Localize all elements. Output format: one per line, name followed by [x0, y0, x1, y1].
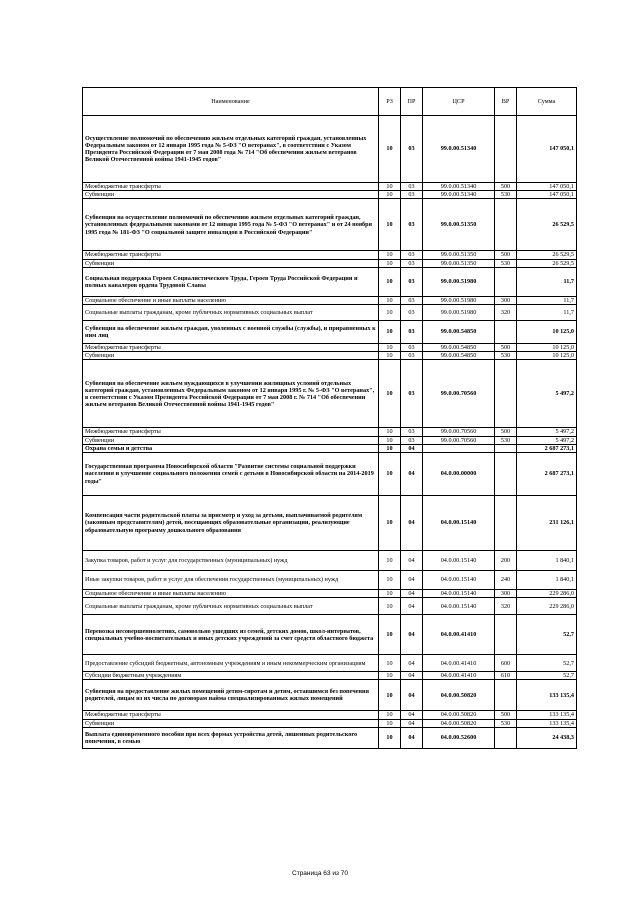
cell-sum: 5 497,2	[517, 436, 577, 444]
cell-name: Выплата единовременного пособия при всех формах устройства детей, лишенных родительского попечения, в семью	[83, 727, 379, 748]
cell-sum: 11,7	[517, 267, 577, 296]
cell-csr: 99.0.00.51980	[423, 267, 495, 296]
cell-csr	[423, 444, 495, 452]
cell-csr: 04.0.00.41410	[423, 672, 495, 680]
cell-sum: 10 125,0	[517, 321, 577, 344]
cell-name: Субсидии бюджетным учреждениям	[83, 672, 379, 680]
cell-sum: 5 497,2	[517, 360, 577, 428]
cell-name: Иные закупки товаров, работ и услуг для обеспечения государственных (муниципальных) нужд	[83, 571, 379, 590]
cell-name: Межбюджетные трансферты	[83, 428, 379, 436]
table-row	[83, 191, 577, 199]
header-pr: ПР	[401, 88, 423, 116]
cell-vr: 530	[495, 259, 517, 267]
cell-vr: 200	[495, 551, 517, 571]
cell-csr: 99.0.00.54850	[423, 344, 495, 352]
cell-pr: 03	[401, 305, 423, 321]
cell-vr: 500	[495, 251, 517, 259]
cell-name: Предоставление субсидий бюджетным, автономным учреждениям и иным некоммерческим организациям	[83, 655, 379, 672]
cell-pr: 03	[401, 360, 423, 428]
cell-name: Субвенции	[83, 352, 379, 360]
cell-pr: 04	[401, 590, 423, 598]
cell-vr: 500	[495, 711, 517, 719]
cell-name: Компенсация части родительской платы за присмотр и уход за детьми, выплачиваемой родителям (законным представителям) детей, посещающих образовательные организации, реализующие образовательную программу дошкольного образования	[83, 496, 379, 551]
header-vr: ВР	[495, 88, 517, 116]
cell-vr	[495, 453, 517, 496]
table-row	[83, 453, 577, 496]
cell-sum: 231 126,1	[517, 496, 577, 551]
cell-pr: 03	[401, 199, 423, 251]
cell-rz: 10	[379, 344, 401, 352]
cell-rz: 10	[379, 267, 401, 296]
cell-pr: 03	[401, 116, 423, 183]
cell-vr	[495, 360, 517, 428]
cell-rz: 10	[379, 551, 401, 571]
header-sum: Сумма	[517, 88, 577, 116]
cell-csr: 04.0.00.41410	[423, 615, 495, 655]
cell-sum: 229 286,0	[517, 598, 577, 615]
cell-sum: 10 125,0	[517, 352, 577, 360]
cell-name: Перевозка несовершеннолетних, самовольно ушедших из семей, детских домов, школ-интернатов, специальных учебно-воспитательных и иных детских учреждений за счет средств областного бюджета	[83, 615, 379, 655]
cell-sum: 5 497,2	[517, 428, 577, 436]
cell-csr: 04.0.00.50820	[423, 680, 495, 711]
cell-vr: 300	[495, 296, 517, 304]
cell-pr: 04	[401, 453, 423, 496]
cell-pr: 04	[401, 615, 423, 655]
cell-sum: 11,7	[517, 305, 577, 321]
table-row	[83, 296, 577, 304]
cell-vr: 530	[495, 436, 517, 444]
cell-name: Социальное обеспечение и иные выплаты населению	[83, 296, 379, 304]
cell-csr: 04.0.00.50820	[423, 719, 495, 727]
cell-vr	[495, 267, 517, 296]
cell-vr: 500	[495, 428, 517, 436]
cell-pr: 03	[401, 267, 423, 296]
cell-csr: 04.0.00.15140	[423, 590, 495, 598]
table-row	[83, 321, 577, 344]
table-row	[83, 615, 577, 655]
cell-sum: 133 135,4	[517, 680, 577, 711]
cell-sum: 2 687 273,1	[517, 444, 577, 452]
cell-csr: 99.0.00.70560	[423, 428, 495, 436]
cell-rz: 10	[379, 436, 401, 444]
cell-pr: 03	[401, 251, 423, 259]
cell-sum: 26 529,5	[517, 251, 577, 259]
cell-csr: 04.0.00.50820	[423, 711, 495, 719]
cell-vr	[495, 496, 517, 551]
cell-vr: 240	[495, 571, 517, 590]
table-row	[83, 719, 577, 727]
cell-name: Закупка товаров, работ и услуг для государственных (муниципальных) нужд	[83, 551, 379, 571]
cell-sum: 133 135,4	[517, 719, 577, 727]
cell-pr: 03	[401, 296, 423, 304]
table-row	[83, 116, 577, 183]
cell-csr: 99.0.00.51980	[423, 305, 495, 321]
cell-vr: 530	[495, 191, 517, 199]
cell-rz: 10	[379, 727, 401, 748]
cell-rz: 10	[379, 360, 401, 428]
cell-sum: 52,7	[517, 672, 577, 680]
table-header-row	[83, 88, 577, 116]
cell-name: Субвенция на обеспечение жильем нуждающихся в улучшении жилищных условий отдельных категорий граждан, установленных Федеральным законом от 12 января 1995 г. № 5-ФЗ "О ветеранах", в соответствии с Указом Президента Российской Федерации от 7 мая 2008 г. № 714 "Об обеспечении жильем ветеранов Великой Отечественной войны 1941-1945 годов"	[83, 360, 379, 428]
cell-sum: 1 840,1	[517, 551, 577, 571]
cell-vr: 300	[495, 590, 517, 598]
table-row	[83, 360, 577, 428]
cell-csr: 99.0.00.54850	[423, 321, 495, 344]
cell-name: Социальная поддержка Героев Социалистического Труда, Героев Труда Российской Федерации и полных кавалеров ордена Трудовой Славы	[83, 267, 379, 296]
cell-rz: 10	[379, 598, 401, 615]
cell-pr: 04	[401, 711, 423, 719]
header-rz: РЗ	[379, 88, 401, 116]
table-row	[83, 352, 577, 360]
table-row	[83, 727, 577, 748]
cell-csr: 99.0.00.51350	[423, 251, 495, 259]
table-row	[83, 711, 577, 719]
table-row	[83, 267, 577, 296]
page-number: Страница 63 из 70	[292, 870, 348, 877]
cell-rz: 10	[379, 116, 401, 183]
cell-name: Межбюджетные трансферты	[83, 251, 379, 259]
cell-sum: 147 050,1	[517, 191, 577, 199]
cell-pr: 03	[401, 436, 423, 444]
cell-pr: 03	[401, 191, 423, 199]
cell-vr: 320	[495, 305, 517, 321]
header-csr: ЦСР	[423, 88, 495, 116]
cell-rz: 10	[379, 321, 401, 344]
table-row	[83, 496, 577, 551]
budget-table	[82, 87, 577, 749]
cell-vr: 610	[495, 672, 517, 680]
cell-csr: 04.0.00.52600	[423, 727, 495, 748]
cell-csr: 99.0.00.51980	[423, 296, 495, 304]
cell-vr	[495, 199, 517, 251]
cell-csr: 99.0.00.51340	[423, 116, 495, 183]
cell-csr: 99.0.00.51350	[423, 199, 495, 251]
table-row	[83, 551, 577, 571]
cell-sum: 11,7	[517, 296, 577, 304]
cell-vr: 530	[495, 719, 517, 727]
cell-sum: 10 125,0	[517, 344, 577, 352]
cell-name: Межбюджетные трансферты	[83, 711, 379, 719]
cell-sum: 52,7	[517, 655, 577, 672]
table-row	[83, 199, 577, 251]
cell-name: Субвенции	[83, 191, 379, 199]
cell-pr: 04	[401, 496, 423, 551]
cell-rz: 10	[379, 672, 401, 680]
cell-rz: 10	[379, 719, 401, 727]
cell-vr	[495, 116, 517, 183]
cell-sum: 24 438,3	[517, 727, 577, 748]
cell-name: Субвенции	[83, 259, 379, 267]
cell-name: Социальные выплаты гражданам, кроме публичных нормативных социальных выплат	[83, 305, 379, 321]
cell-sum: 52,7	[517, 615, 577, 655]
cell-name: Субвенции	[83, 719, 379, 727]
cell-pr: 03	[401, 183, 423, 191]
cell-rz: 10	[379, 428, 401, 436]
cell-rz: 10	[379, 251, 401, 259]
cell-name: Осуществление полномочий по обеспечению жильем отдельных категорий граждан, установленных Федеральным законом от 12 января 1995 года № 5-ФЗ "О ветеранах", в соответствии с Указом Президента Российской Федерации от 7 мая 2008 года № 714 "Об обеспечении жильем ветеранов Великой Отечественной войны 1941-1945 годов"	[83, 116, 379, 183]
cell-rz: 10	[379, 296, 401, 304]
table-row	[83, 259, 577, 267]
cell-vr	[495, 321, 517, 344]
cell-sum: 147 050,1	[517, 116, 577, 183]
cell-sum: 147 050,1	[517, 183, 577, 191]
cell-csr: 04.0.00.00000	[423, 453, 495, 496]
cell-rz: 10	[379, 496, 401, 551]
cell-vr	[495, 615, 517, 655]
cell-vr: 530	[495, 352, 517, 360]
cell-pr: 04	[401, 571, 423, 590]
cell-pr: 03	[401, 344, 423, 352]
cell-sum: 229 286,0	[517, 590, 577, 598]
table-row	[83, 183, 577, 191]
cell-rz: 10	[379, 305, 401, 321]
table-body	[83, 116, 577, 749]
cell-sum: 26 529,5	[517, 199, 577, 251]
table-row	[83, 655, 577, 672]
cell-rz: 10	[379, 615, 401, 655]
cell-csr: 04.0.00.15140	[423, 551, 495, 571]
cell-pr: 04	[401, 672, 423, 680]
table-row	[83, 444, 577, 452]
table-row	[83, 571, 577, 590]
cell-vr	[495, 444, 517, 452]
table-row	[83, 428, 577, 436]
cell-pr: 03	[401, 428, 423, 436]
table-row	[83, 680, 577, 711]
cell-csr: 99.0.00.51350	[423, 259, 495, 267]
cell-csr: 04.0.00.41410	[423, 655, 495, 672]
table-row	[83, 344, 577, 352]
cell-rz: 10	[379, 590, 401, 598]
cell-vr: 600	[495, 655, 517, 672]
cell-rz: 10	[379, 444, 401, 452]
table-row	[83, 672, 577, 680]
cell-name: Межбюджетные трансферты	[83, 344, 379, 352]
header-name: Наименование	[83, 88, 379, 116]
cell-pr: 04	[401, 680, 423, 711]
cell-csr: 99.0.00.70560	[423, 360, 495, 428]
cell-vr: 500	[495, 344, 517, 352]
cell-pr: 03	[401, 352, 423, 360]
cell-name: Субвенции	[83, 436, 379, 444]
cell-name: Социальное обеспечение и иные выплаты населению	[83, 590, 379, 598]
cell-pr: 04	[401, 551, 423, 571]
table-row	[83, 590, 577, 598]
cell-csr: 04.0.00.15140	[423, 598, 495, 615]
cell-csr: 04.0.00.15140	[423, 571, 495, 590]
cell-rz: 10	[379, 571, 401, 590]
cell-vr	[495, 727, 517, 748]
cell-rz: 10	[379, 352, 401, 360]
cell-name: Государственная программа Новосибирской области "Развитие системы социальной поддержки населения и улучшение социального положения семей с детьми в Новосибирской области на 2014-2019 годы"	[83, 453, 379, 496]
table-row	[83, 436, 577, 444]
cell-csr: 04.0.00.15140	[423, 496, 495, 551]
cell-rz: 10	[379, 680, 401, 711]
cell-pr: 04	[401, 598, 423, 615]
cell-vr	[495, 680, 517, 711]
cell-sum: 2 687 273,1	[517, 453, 577, 496]
cell-pr: 04	[401, 727, 423, 748]
cell-rz: 10	[379, 453, 401, 496]
cell-pr: 04	[401, 719, 423, 727]
cell-vr: 320	[495, 598, 517, 615]
cell-rz: 10	[379, 199, 401, 251]
cell-name: Субвенция на обеспечение жильем граждан, уволенных с военной службы (службы), и приравненных к ним лиц	[83, 321, 379, 344]
cell-name: Охрана семьи и детства	[83, 444, 379, 452]
cell-name: Субвенция на предоставление жилых помещений детям-сиротам и детям, оставшимся без попечения родителей, лицам из их числа по договорам найма специализированных жилых помещений	[83, 680, 379, 711]
table-row	[83, 251, 577, 259]
cell-csr: 99.0.00.54850	[423, 352, 495, 360]
table-row	[83, 598, 577, 615]
cell-csr: 99.0.00.51340	[423, 183, 495, 191]
cell-pr: 03	[401, 259, 423, 267]
cell-rz: 10	[379, 191, 401, 199]
cell-rz: 10	[379, 183, 401, 191]
cell-sum: 26 529,5	[517, 259, 577, 267]
cell-sum: 133 135,4	[517, 711, 577, 719]
cell-rz: 10	[379, 259, 401, 267]
table-row	[83, 305, 577, 321]
cell-rz: 10	[379, 655, 401, 672]
cell-pr: 04	[401, 655, 423, 672]
cell-name: Межбюджетные трансферты	[83, 183, 379, 191]
cell-name: Социальные выплаты гражданам, кроме публичных нормативных социальных выплат	[83, 598, 379, 615]
cell-pr: 03	[401, 321, 423, 344]
cell-name: Субвенция на осуществление полномочий по обеспечению жильем отдельных категорий граждан, установленных федеральными законами от 12 января 1995 года № 5-ФЗ "О ветеранах" и от 24 ноября 1995 года № 181-ФЗ "О социальной защите инвалидов в Российской Федерации"	[83, 199, 379, 251]
cell-csr: 99.0.00.70560	[423, 436, 495, 444]
cell-csr: 99.0.00.51340	[423, 191, 495, 199]
cell-rz: 10	[379, 711, 401, 719]
cell-sum: 1 840,1	[517, 571, 577, 590]
cell-vr: 500	[495, 183, 517, 191]
cell-pr: 04	[401, 444, 423, 452]
